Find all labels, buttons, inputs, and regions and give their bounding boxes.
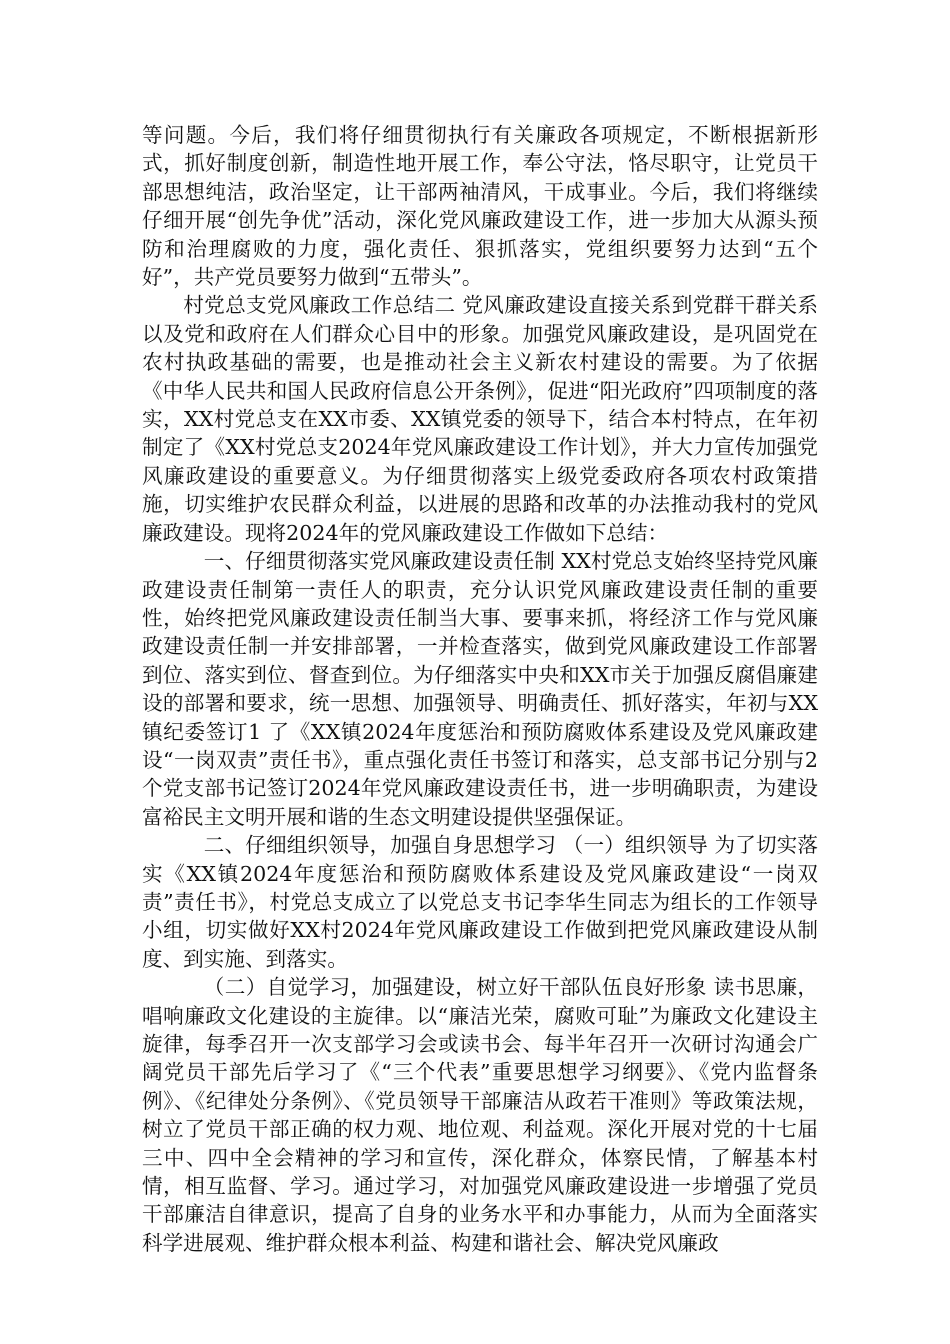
paragraph-section-two-sub-two: （二）自觉学习，加强建设，树立好干部队伍良好形象 读书思廉，唱响廉政文化建设的主旋律。以“廉洁光荣，腐败可耻”为廉政文化建设主旋律，每季召开一次支部学习会或读书会、每半年召开一次研讨沟通会广阔党员干部先后学习了《“三个代表”重要思想学习纲要》、《党内监督条例》、《纪律处分条例》、《党员领导干部廉洁从政若干准则》等政策法规，树立了党员干部正确的权力观、地位观、利益观。深化开展对党的十七届三中、四中全会精神的学习和宣传，深化群众，体察民情，了解基本村情，相互监督、学习。通过学习，对加强党风廉政建设进一步增强了党员干部廉洁自律意识，提高了自身的业务水平和办事能力，从而为全面落实科学进展观、维护群众根本利益、构建和谐社会、解决党风廉政 — [142, 975, 818, 1255]
paragraph-section-two: 二、仔细组织领导，加强自身思想学习 （一）组织领导 为了切实落实《XX镇2024年度惩治和预防腐败体系建设及党风廉政建设“一岗双责”责任书》，村党总支成立了以党总支书记李华生同志为组长的工作领导小组，切实做好XX村2024年党风廉政建设工作做到把党风廉政建设从制度、到实施、到落实。 — [142, 833, 818, 971]
paragraph-summary-two-intro: 村党总支党风廉政工作总结二 党风廉政建设直接关系到党群干群关系以及党和政府在人们群众心目中的形象。加强党风廉政建设，是巩固党在农村执政基础的需要，也是推动社会主义新农村建设的需要。为了依据《中华人民共和国人民政府信息公开条例》，促进“阳光政府”四项制度的落实，XX村党总支在XX市委、XX镇党委的领导下，结合本村特点，在年初制定了《XX村党总支2024年党风廉政建设工作计划》，并大力宣传加强党风廉政建设的重要意义。为仔细贯彻落实上级党委政府各项农村政策措施，切实维护农民群众利益，以进展的思路和改革的办法推动我村的党风廉政建设。现将2024年的党风廉政建设工作做如下总结： — [142, 293, 818, 545]
document-page — [142, 121, 818, 1257]
paragraph-continuation: 等问题。今后，我们将仔细贯彻执行有关廉政各项规定，不断根据新形式，抓好制度创新，制造性地开展工作，奉公守法，恪尽职守，让党员干部思想纯洁，政治坚定，让干部两袖清风，干成事业。今后，我们将继续仔细开展“创先争优”活动，深化党风廉政建设工作，进一步加大从源头预防和治理腐败的力度，强化责任、狠抓落实，党组织要努力达到“五个好”，共产党员要努力做到“五带头”。 — [142, 123, 818, 290]
paragraph-section-one: 一、仔细贯彻落实党风廉政建设责任制 XX村党总支始终坚持党风廉政建设责任制第一责任人的职责，充分认识党风廉政建设责任制的重要性，始终把党风廉政建设责任制当大事、要事来抓，将经济工作与党风廉政建设责任制一并安排部署，一并检查落实，做到党风廉政建设工作部署到位、落实到位、督查到位。为仔细落实中央和XX市关于加强反腐倡廉建设的部署和要求，统一思想、加强领导、明确责任、抓好落实，年初与XX镇纪委签订1 了《XX镇2024年度惩治和预防腐败体系建设及党风廉政建设“一岗双责”责任书》，重点强化责任书签订和落实，总支部书记分别与2个党支部书记签订2024年党风廉政建设责任书，进一步明确职责，为建设富裕民主文明开展和谐的生态文明建设提供坚强保证。 — [142, 549, 818, 829]
